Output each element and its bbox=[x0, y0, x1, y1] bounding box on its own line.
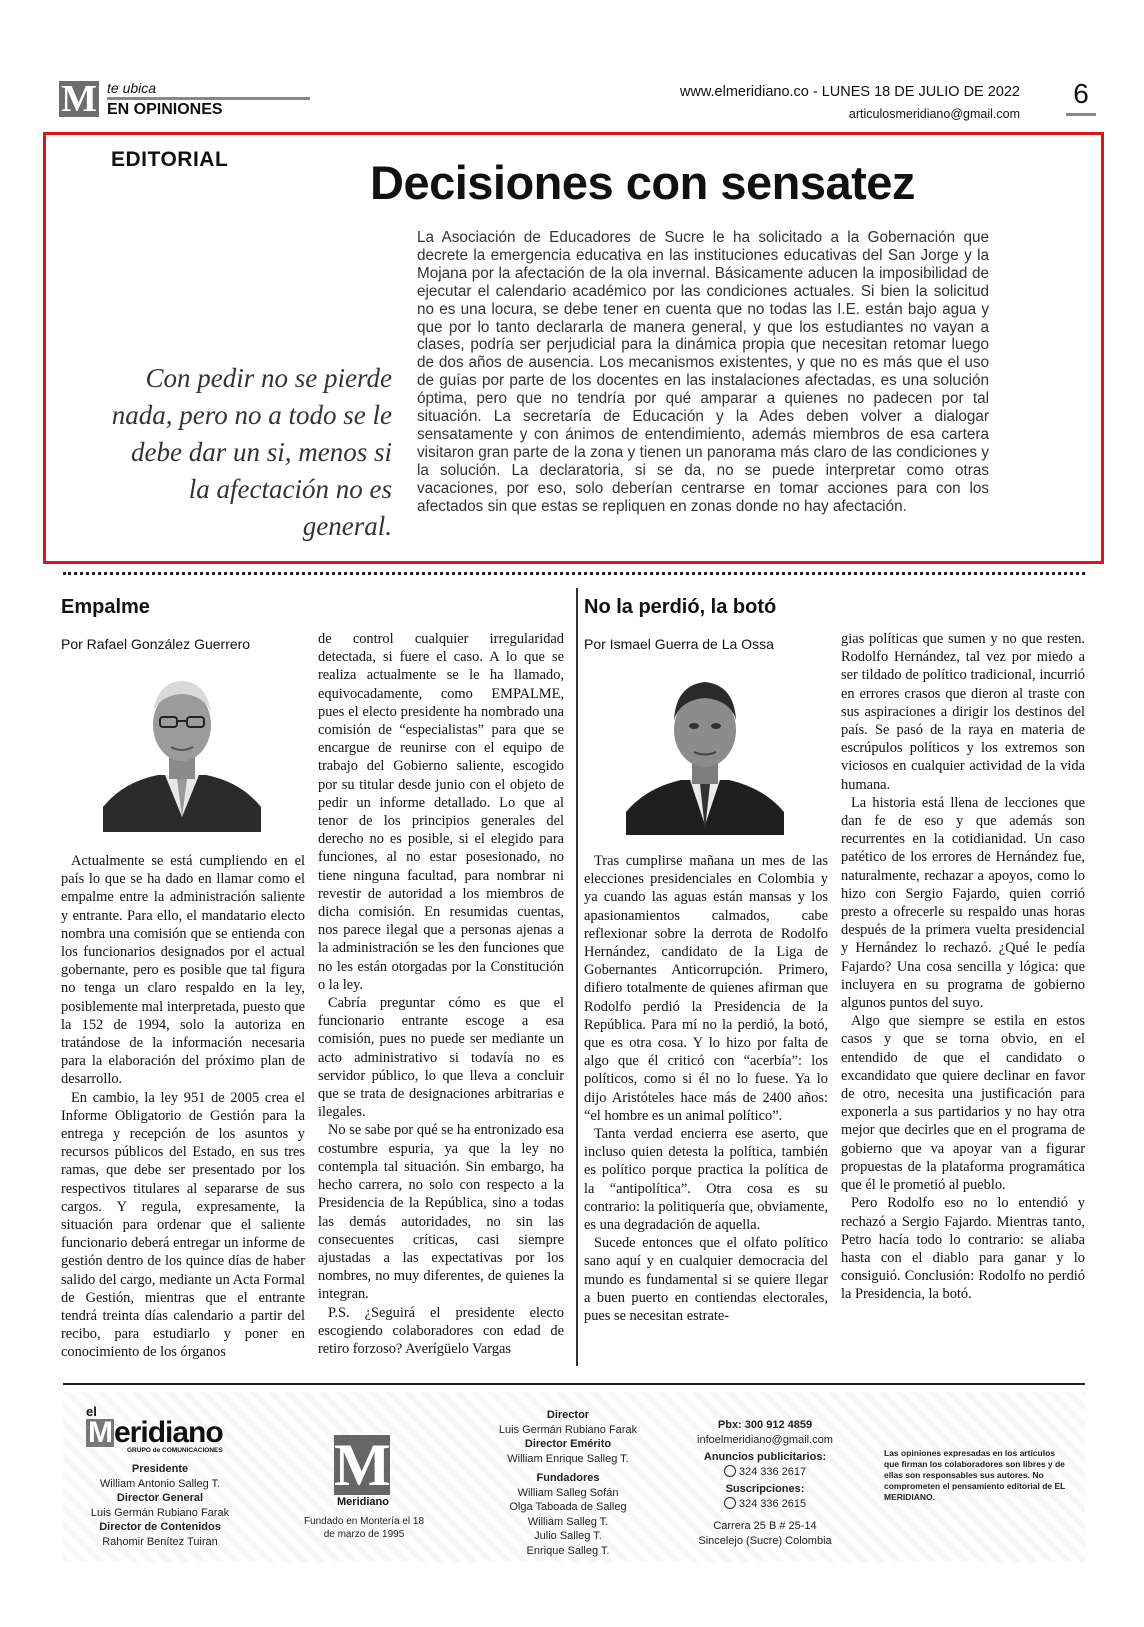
founder-name: Enrique Salleg T. bbox=[526, 1544, 610, 1557]
meridiano-emblem: M bbox=[334, 1432, 391, 1498]
contact-block bbox=[680, 1418, 850, 1548]
column-separator bbox=[576, 588, 578, 1366]
director-name: Luis Germán Rubiano Farak bbox=[498, 1423, 638, 1436]
header-rule bbox=[107, 97, 310, 100]
paragraph: P.S. ¿Seguirá el presidente electo escogiendo colaboradores con edad de retiro forzoso? Averígüelo Vargas bbox=[318, 1304, 564, 1357]
article-column bbox=[584, 852, 828, 1325]
article-byline: Por Ismael Guerra de La Ossa bbox=[584, 636, 774, 652]
subscriptions-label: Suscripciones: bbox=[725, 1483, 805, 1495]
president-name: William Antonio Salleg T. bbox=[99, 1477, 221, 1490]
paragraph: gias políticas que sumen y no que resten. Rodolfo Hernández, tal vez por miedo a ser tildado de político tradicional, incurrió en errores crasos que dieron al traste con sus aspiraciones a dirigir los destinos del país. Se pasó de la raya en materia de escrúpulos políticos y los extremos son viciosos en cualquier actividad de la vida humana. bbox=[841, 631, 1085, 793]
ads-phone: 324 336 2617 bbox=[738, 1465, 807, 1478]
article-title: No la perdió, la botó bbox=[584, 596, 777, 618]
logo-subtitle: GRUPO de COMUNICACIONES bbox=[127, 1447, 223, 1454]
author-photo bbox=[103, 667, 261, 832]
article-column bbox=[841, 630, 1085, 1304]
article-byline: Por Rafael González Guerrero bbox=[61, 636, 251, 652]
founder-name: William Salleg Sofán bbox=[517, 1486, 619, 1499]
director-label: Director bbox=[546, 1409, 590, 1421]
content-director-label: Director de Contenidos bbox=[99, 1521, 221, 1533]
founders-label: Fundadores bbox=[536, 1472, 600, 1484]
ads-label: Anuncios publicitarios: bbox=[703, 1451, 827, 1463]
pbx-number: Pbx: 300 912 4859 bbox=[717, 1419, 813, 1431]
logo-rest: eridiano bbox=[114, 1416, 223, 1449]
section-prefix: te ubica bbox=[107, 80, 157, 96]
site-and-date: www.elmeridiano.co - LUNES 18 DE JULIO DE 2022 bbox=[679, 84, 1020, 100]
dotted-divider bbox=[63, 572, 1085, 575]
editorial-body: La Asociación de Educadores de Sucre le ha solicitado a la Gobernación que decrete la emergencia educativa en las instituciones educativas del San Jorge y la Mojana por la afectación de la ola invernal. Básicamente aducen la imposibilidad de ejecutar el calendario académico por las condiciones actuales. Si bien la solicitud no es una locura, se debe tener en cuenta que no todas las I.E. están bajo agua y que por lo tanto declararla de manera general, y que los estudiantes no vayan a clases, podría ser perjudicial para la dinámica propia que necesitan retomar luego de dos años de ausencia. Los mecanismos existentes, y que no es más que el uso de guías por parte de los docentes en las instalaciones afectadas, es una solución óptima, pero que no tendría por qué amparar a quienes no padecen por tal situación. La secretaría de Educación y la Ades deben volver a dialogar sensatamente y con ánimos de entendimiento, además miembros de esa cartera visitaron gran parte de la zona y tienen un panorama más claro de las condiciones y la solución. La declaratoria, si se da, no se puede interpretar como otras vacaciones, por eso, solo deberían centrarse en tomar acciones para con los afectados sin que estas se repliquen en zonas donde no hay afectación. bbox=[417, 229, 989, 515]
info-email: infoelmeridiano@gmail.com bbox=[697, 1433, 833, 1446]
article-title: Empalme bbox=[61, 596, 150, 618]
paragraph: Sucede entonces que el olfato político sano aquí y en cualquier democracia del mundo es fundamental si se quiere llegar a buen puerto en contiendas electorales, pues se necesitan estrate- bbox=[584, 1235, 828, 1325]
paragraph: Actualmente se está cumpliendo en el país lo que se ha dado en llamar como el empalme entre la administración saliente y entrante. Para ello, el mandatario electo nombra una comisión que se entienda con los funcionarios designados por el actual gobernante, pero es posible que tal figura no tenga un claro respaldo en la ley, posiblemente mal interpretada, puesto que la 152 de 1994, solo la autoriza en tratándose de la información necesaria para la elaboración del próximo plan de desarrollo. bbox=[61, 853, 305, 1088]
paragraph: Tanta verdad encierra ese aserto, que incluso quien detesta la política, también es político porque practica la política de la “antipolítica”. Otra cosa es su contrario: la politiquería que, obviamente, es una degradación de aquella. bbox=[584, 1126, 828, 1234]
founded-note: Fundado en Montería el 18 de marzo de 1995 bbox=[303, 1516, 425, 1540]
paragraph: No se sabe por qué se ha entronizado esa costumbre espuria, ya que la ley no contempla tal situación. Sin embargo, ha hecho carrera, no solo con respecto a la Presidencia de la República, sino a todas las demás autoridades, no sin las consecuentes críticas, casi siempre ajustadas a las expectativas por los nombres, no muy diferentes, de quienes la integran. bbox=[318, 1122, 564, 1303]
founder-name: William Salleg T. bbox=[527, 1515, 609, 1528]
paragraph: de control cualquier irregularidad detectada, si fuere el caso. A lo que se realiza actualmente se le ha llamado, equivocadamente, como EMPALME, pues el electo presidente ha nombrado una comisión de “especialistas” para que se encargue de reunirse con el equipo de trabajo del Gobierno saliente, escogido por su titular desde junio con el objeto de pedir un informe detallado. Lo que al tenor de los principios generales del derecho no es posible, si el elegido para funciones, al no estar posesionado, no tiene ninguna facultad, para nombrar ni revestir de autoridad a los miembros de dicha comisión. En resumidas cuentas, nos parece ilegal que a personas ajenas a la administración se les den funciones que no les están otorgadas por la Constitución o la ley. bbox=[318, 631, 564, 993]
general-director-name: Luis Germán Rubiano Farak bbox=[90, 1506, 230, 1519]
subscriptions-phone: 324 336 2615 bbox=[738, 1497, 807, 1510]
emeritus-name: William Enrique Salleg T. bbox=[507, 1452, 629, 1465]
paragraph: Algo que siempre se estila en estos casos y que se torna obvio, en el entendido de que el candidato o excandidato que quiere declinar en favor de otro, necesita una justificación para exponerla a sus partidarios y no hay otra mejor que decirles que en el programa de gobierno que va apoyar van a figurar propuestas de la plataforma programática que él le prometió al pueblo. bbox=[841, 1013, 1085, 1194]
whatsapp-icon bbox=[724, 1465, 736, 1477]
founder-name: Julio Salleg T. bbox=[534, 1530, 602, 1542]
meridiano-logo: M bbox=[59, 81, 99, 117]
page-number-rule bbox=[1066, 113, 1096, 116]
opinion-disclaimer: Las opiniones expresadas en los artículos que firman los colaboradores son libres y de ellas son responsables sus autores. No comprometen el pensamiento editorial de EL MERIDIANO. bbox=[884, 1448, 1066, 1502]
contact-email: articulosmeridiano@gmail.com bbox=[848, 107, 1020, 121]
staff-block bbox=[80, 1462, 240, 1549]
page-number: 6 bbox=[1073, 78, 1089, 109]
editorial-label: EDITORIAL bbox=[111, 148, 229, 171]
pull-quote: Con pedir no se pierde nada, pero no a todo se le debe dar un si, menos si la afectación no es general. bbox=[111, 363, 392, 541]
president-label: Presidente bbox=[131, 1463, 189, 1475]
address: Carrera 25 B # 25-14 bbox=[713, 1520, 817, 1532]
logo-name bbox=[86, 1416, 223, 1449]
article-column bbox=[61, 852, 305, 1362]
city: Sincelejo (Sucre) Colombia bbox=[698, 1534, 832, 1547]
el-meridiano-logo bbox=[86, 1404, 223, 1454]
footer-rule bbox=[63, 1383, 1085, 1385]
author-photo bbox=[626, 670, 784, 835]
article-column bbox=[318, 630, 564, 1358]
whatsapp-icon bbox=[724, 1497, 736, 1509]
paragraph: Pero Rodolfo eso no lo entendió y rechazó a Sergio Fajardo. Mientras tanto, Petro hacía todo lo contrario: se aliaba hasta con el diablo para ganar y lo consiguió. Conclusión: Rodolfo no perdió la Presidencia, la botó. bbox=[841, 1195, 1085, 1303]
general-director-label: Director General bbox=[116, 1492, 204, 1504]
founder-name: Olga Taboada de Salleg bbox=[509, 1501, 627, 1513]
emeritus-label: Director Emérito bbox=[524, 1438, 612, 1450]
paragraph: Cabría preguntar cómo es que el funcionario entrante escoge a esa comisión, pues no puede ser mediante un acto administrativo si todavía no es servidor público, lo que lleva a concluir que se trata de designaciones arbitrarias e ilegales. bbox=[318, 995, 564, 1121]
editorial-title: Decisiones con sensatez bbox=[370, 156, 915, 209]
content-director-name: Rahomir Benítez Tuiran bbox=[102, 1535, 218, 1548]
paragraph: En cambio, la ley 951 de 2005 crea el Informe Obligatorio de Gestión para la entrega y recepción de los asuntos y recursos públicos del Estado, en sus tres ramas, que debe ser presentado por los respectivos titulares al separarse de sus cargos. Y regula, expresamente, la situación para ordenar que el saliente funcionario deberá entregar un informe de gestión dentro de los quince días de haber salido del cargo, mediante un Acta Formal de Gestión, mientras que el entrante tendrá treinta días calendario a partir del recibo, para estudiarlo y poner en conocimiento de los órganos bbox=[61, 1089, 305, 1361]
emblem-name: Meridiano bbox=[337, 1496, 389, 1508]
paragraph: La historia está llena de lecciones que dan fe de eso y que además son recurrentes en la cotidianidad. Un caso patético de los errores de Hernández fue, naturalmente, rechazar a apoyos, como lo hizo con Sergio Fajardo, quien corrió presto a ofrecerle su respaldo unas horas después de la primera vuelta presidencial y Hernández lo rechazó. ¿Qué le pedía Fajardo? Una cosa sencilla y lógica: que incluyera en su programa de gobierno algunos puntos del suyo. bbox=[841, 794, 1085, 1012]
logo-el: el bbox=[86, 1404, 97, 1419]
section-name: EN OPINIONES bbox=[107, 101, 223, 118]
paragraph: Tras cumplirse mañana un mes de las elecciones presidenciales en Colombia y ya cuando las aguas están mansas y los apasionamientos calmados, cabe reflexionar sobre la derrota de Rodolfo Hernández, candidato de la Liga de Gobernantes Anticorrupción. Primero, difiero totalmente de quienes afirman que Rodolfo perdió la Presidencia de la República. Para mí no la perdió, la botó, que es otra cosa. Y lo hizo por falta de algo que él criticó con “acerbía”: los políticos, como si él no lo fuese. Ya lo dijo Aristóteles hace más de 2400 años: “el hombre es un animal político”. bbox=[584, 853, 828, 1124]
logo-m: M bbox=[88, 1416, 112, 1449]
directors-block bbox=[485, 1408, 651, 1558]
